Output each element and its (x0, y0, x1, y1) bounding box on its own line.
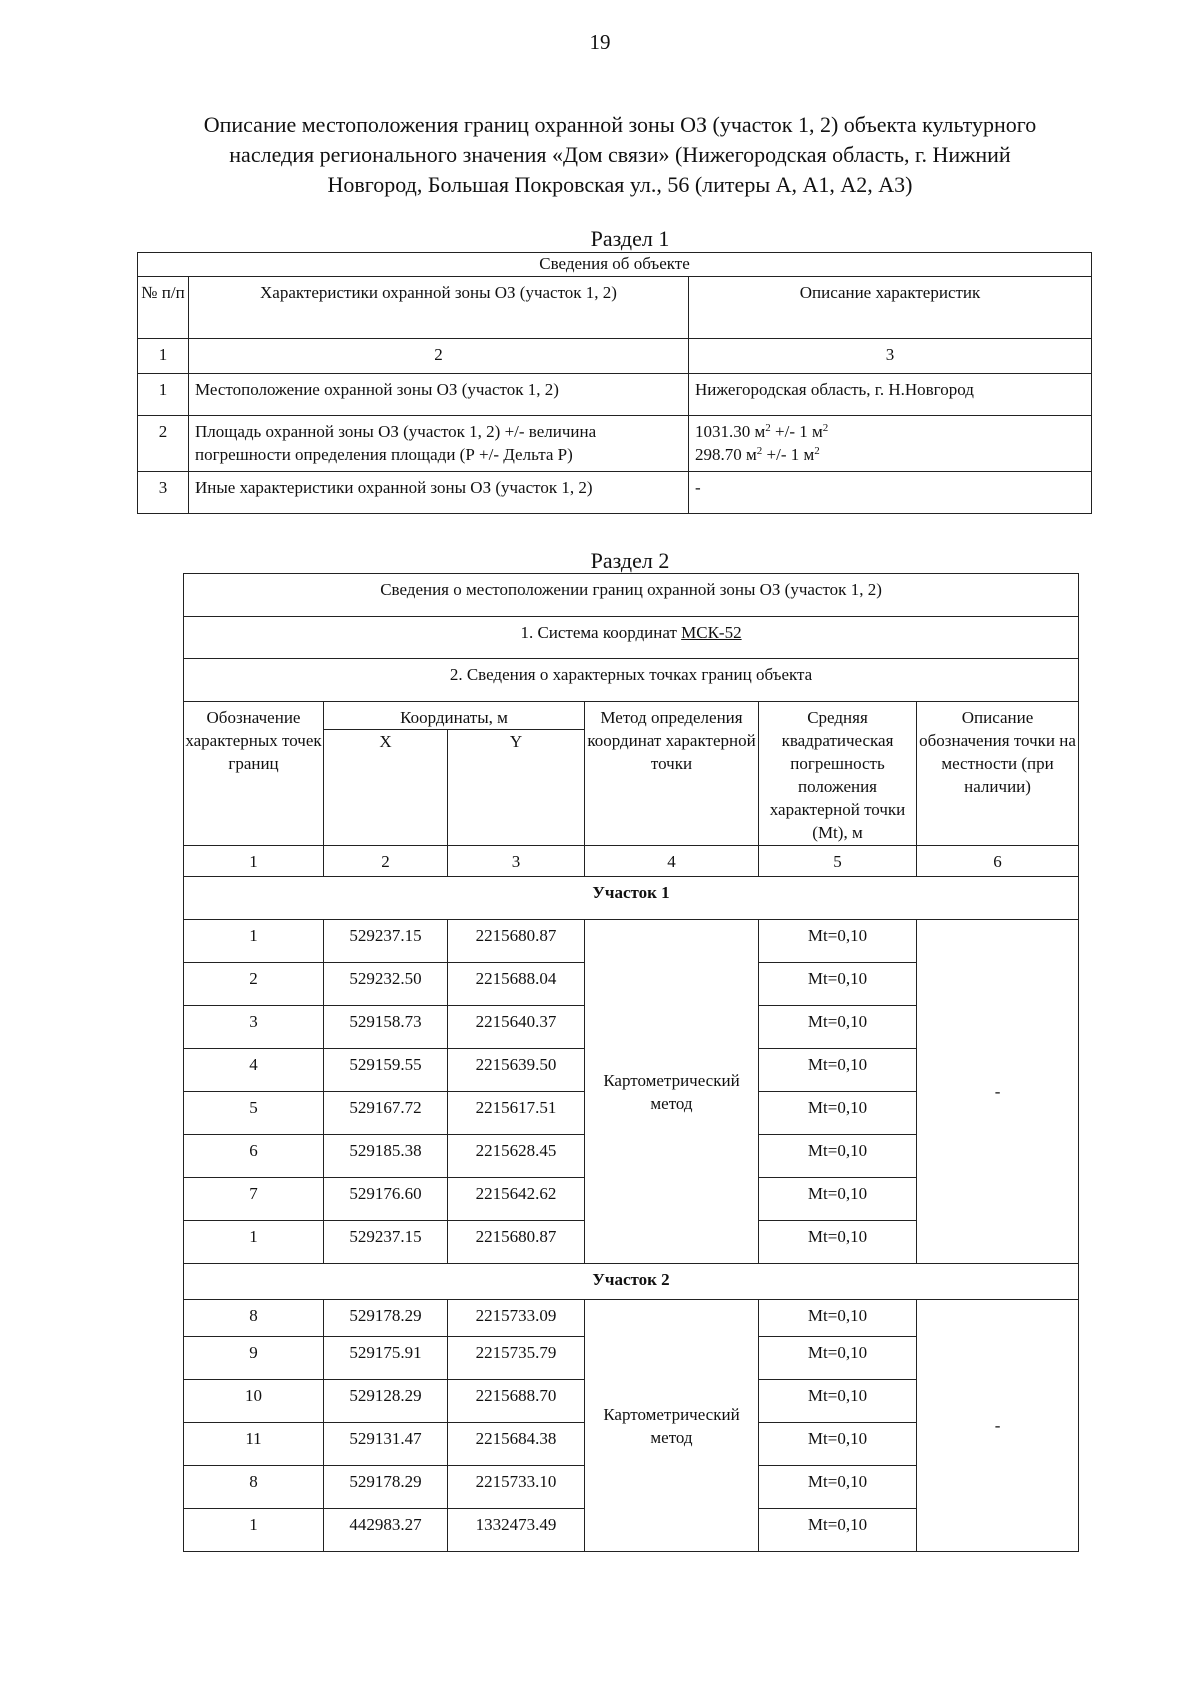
header-method: Метод определения координат характерной точки (585, 702, 759, 846)
row-num: 3 (138, 472, 189, 514)
point-y: 2215628.45 (448, 1135, 585, 1178)
col-num: 1 (184, 846, 324, 877)
point-error: Mt=0,10 (759, 1049, 917, 1092)
col-num: 6 (917, 846, 1079, 877)
page-number: 19 (589, 30, 611, 54)
point-y: 2215688.04 (448, 963, 585, 1006)
col-num: 2 (189, 339, 689, 374)
coord-system: 1. Система координат МСК-52 (184, 617, 1079, 659)
point-x: 529167.72 (324, 1092, 448, 1135)
point-id: 5 (184, 1092, 324, 1135)
point-y: 2215688.70 (448, 1380, 585, 1423)
point-error: Mt=0,10 (759, 1092, 917, 1135)
point-id: 4 (184, 1049, 324, 1092)
section2-table (183, 573, 1079, 1552)
point-x: 529237.15 (324, 1221, 448, 1264)
point-method: Картометрический метод (585, 1300, 759, 1552)
row-num: 2 (138, 416, 189, 472)
point-id: 9 (184, 1337, 324, 1380)
point-method: Картометрический метод (585, 920, 759, 1264)
header-point-description: Описание обозначения точки на местности (при наличии) (917, 702, 1079, 846)
point-id: 1 (184, 1221, 324, 1264)
header-num: № п/п (138, 277, 189, 339)
row-description: Нижегородская область, г. Н.Новгород (689, 374, 1092, 416)
row-num: 1 (138, 374, 189, 416)
point-x: 529176.60 (324, 1178, 448, 1221)
point-y: 2215642.62 (448, 1178, 585, 1221)
point-y: 2215684.38 (448, 1423, 585, 1466)
point-x: 529128.29 (324, 1380, 448, 1423)
row-characteristic: Площадь охранной зоны ОЗ (участок 1, 2) +/- величина погрешности определения площади (Р +/- Дельта Р) (189, 416, 689, 472)
point-error: Mt=0,10 (759, 1135, 917, 1178)
point-id: 11 (184, 1423, 324, 1466)
point-error: Mt=0,10 (759, 1300, 917, 1337)
row-area-values (689, 416, 1092, 472)
col-num: 3 (448, 846, 585, 877)
plot-heading: Участок 2 (184, 1264, 1079, 1300)
point-error: Mt=0,10 (759, 1466, 917, 1509)
point-error: Mt=0,10 (759, 1509, 917, 1552)
points-title: 2. Сведения о характерных точках границ объекта (184, 659, 1079, 702)
point-x: 529158.73 (324, 1006, 448, 1049)
point-id: 1 (184, 920, 324, 963)
point-error: Mt=0,10 (759, 920, 917, 963)
point-y: 2215735.79 (448, 1337, 585, 1380)
point-y: 2215680.87 (448, 920, 585, 963)
point-error: Mt=0,10 (759, 1337, 917, 1380)
point-id: 6 (184, 1135, 324, 1178)
section1-table (137, 252, 1092, 514)
point-x: 442983.27 (324, 1509, 448, 1552)
title-line: наследия регионального значения «Дом связи» (Нижегородская область, г. Нижний (229, 142, 1011, 167)
area-value-1: 1031.30 $м^2$ +/- 1 $м^2$ (695, 422, 829, 441)
point-x: 529178.29 (324, 1466, 448, 1509)
point-y: 2215733.09 (448, 1300, 585, 1337)
point-error: Mt=0,10 (759, 963, 917, 1006)
point-y: 2215617.51 (448, 1092, 585, 1135)
point-id: 1 (184, 1509, 324, 1552)
section1-table-title: Сведения об объекте (138, 253, 1092, 277)
point-x: 529185.38 (324, 1135, 448, 1178)
point-error: Mt=0,10 (759, 1380, 917, 1423)
point-y: 2215639.50 (448, 1049, 585, 1092)
point-id: 7 (184, 1178, 324, 1221)
point-y: 2215640.37 (448, 1006, 585, 1049)
point-error: Mt=0,10 (759, 1006, 917, 1049)
point-id: 8 (184, 1466, 324, 1509)
header-coords: Координаты, м (324, 702, 585, 730)
col-num: 3 (689, 339, 1092, 374)
point-x: 529175.91 (324, 1337, 448, 1380)
section2-label: Раздел 2 (590, 548, 670, 573)
point-id: 2 (184, 963, 324, 1006)
point-y: 1332473.49 (448, 1509, 585, 1552)
point-description: - (917, 920, 1079, 1264)
header-characteristic: Характеристики охранной зоны ОЗ (участок 1, 2) (189, 277, 689, 339)
coord-system-name: МСК-52 (681, 623, 742, 642)
document-title (150, 110, 1090, 200)
plot-heading: Участок 1 (184, 877, 1079, 920)
col-num: 4 (585, 846, 759, 877)
point-x: 529237.15 (324, 920, 448, 963)
point-error: Mt=0,10 (759, 1423, 917, 1466)
point-id: 10 (184, 1380, 324, 1423)
point-y: 2215680.87 (448, 1221, 585, 1264)
point-x: 529232.50 (324, 963, 448, 1006)
col-num: 5 (759, 846, 917, 877)
header-x: X (324, 730, 448, 846)
section2-table-title: Сведения о местоположении границ охранной зоны ОЗ (участок 1, 2) (184, 574, 1079, 617)
header-error: Средняя квадратическая погрешность положения характерной точки (Mt), м (759, 702, 917, 846)
title-line: Новгород, Большая Покровская ул., 56 (литеры А, А1, А2, А3) (327, 172, 913, 197)
point-y: 2215733.10 (448, 1466, 585, 1509)
area-value-2: 298.70 $м^2$ +/- 1 $м^2$ (695, 445, 820, 464)
point-x: 529159.55 (324, 1049, 448, 1092)
row-characteristic: Иные характеристики охранной зоны ОЗ (участок 1, 2) (189, 472, 689, 514)
point-error: Mt=0,10 (759, 1221, 917, 1264)
point-error: Mt=0,10 (759, 1178, 917, 1221)
header-designation: Обозначение характерных точек границ (184, 702, 324, 846)
title-line: Описание местоположения границ охранной зоны ОЗ (участок 1, 2) объекта культурного (203, 112, 1037, 137)
section1-label: Раздел 1 (590, 226, 670, 251)
point-x: 529178.29 (324, 1300, 448, 1337)
point-description: - (917, 1300, 1079, 1552)
header-description: Описание характеристик (689, 277, 1092, 339)
row-description: - (689, 472, 1092, 514)
point-x: 529131.47 (324, 1423, 448, 1466)
point-id: 8 (184, 1300, 324, 1337)
row-characteristic: Местоположение охранной зоны ОЗ (участок 1, 2) (189, 374, 689, 416)
header-y: Y (448, 730, 585, 846)
point-id: 3 (184, 1006, 324, 1049)
col-num: 1 (138, 339, 189, 374)
col-num: 2 (324, 846, 448, 877)
